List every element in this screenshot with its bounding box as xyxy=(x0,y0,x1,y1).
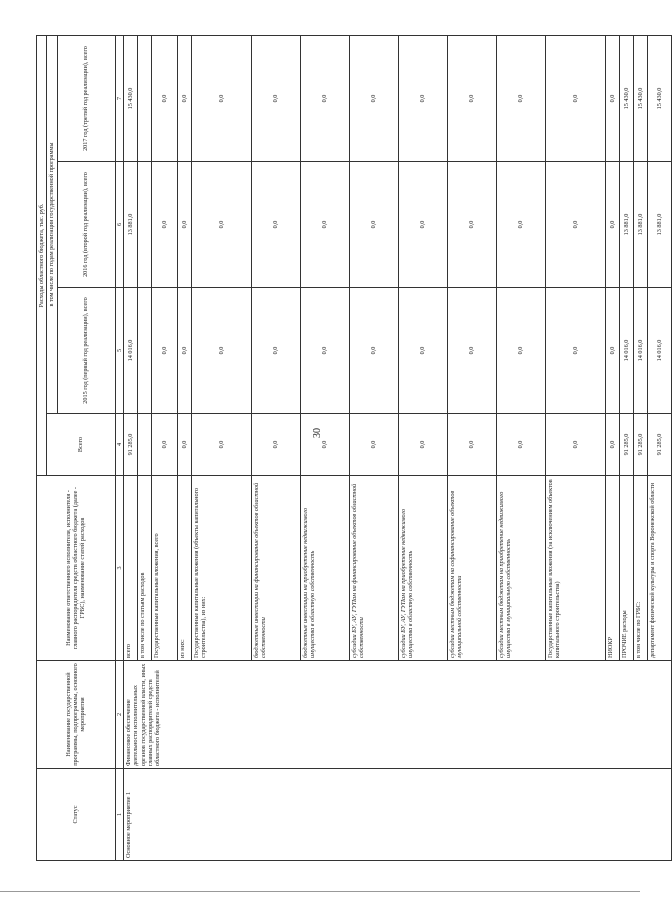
row-2015 xyxy=(137,288,151,414)
row-label: ПРОЧИЕ расходы xyxy=(619,476,633,661)
row-2016: 13 881,0 xyxy=(123,162,137,288)
row-total: 0,0 xyxy=(605,414,619,476)
row-2016: 0,0 xyxy=(251,162,300,288)
row-2016: 0,0 xyxy=(447,162,496,288)
row-2016 xyxy=(137,162,151,288)
col-index: 6 xyxy=(115,162,123,288)
header-row-1 xyxy=(37,36,47,861)
header-2016: 2016 год (второй год реализации), всего xyxy=(57,162,115,288)
col-index: 4 xyxy=(115,414,123,476)
row-2015: 0,0 xyxy=(251,288,300,414)
row-label: в том числе по статьям расходов xyxy=(137,476,151,661)
row-label: субсидии БУ, АУ, ГУПам на финансирование объектов областной собственности xyxy=(349,476,398,661)
row-2015: 0,0 xyxy=(191,288,251,414)
column-index-row xyxy=(115,36,123,861)
row-2015: 0,0 xyxy=(151,288,177,414)
row-label: Государственные капитальные вложения (за исключением объектов капитального строительства) xyxy=(545,476,605,661)
col-index: 3 xyxy=(115,476,123,661)
row-2017: 0,0 xyxy=(545,36,605,162)
row-total: 0,0 xyxy=(398,414,447,476)
header-status: Статус xyxy=(37,769,116,861)
budget-table xyxy=(36,35,672,861)
row-label: субсидии местным бюджетам на софинансирование объектов муниципальной собственности xyxy=(447,476,496,661)
header-total: Всего xyxy=(47,414,115,476)
header-2015: 2015 год (первый год реализации), всего xyxy=(57,288,115,414)
row-2017: 0,0 xyxy=(300,36,349,162)
row-2016: 0,0 xyxy=(300,162,349,288)
row-2016: 13 881,0 xyxy=(619,162,633,288)
row-2017: 0,0 xyxy=(251,36,300,162)
row-label: НИОКР xyxy=(605,476,619,661)
row-2017: 0,0 xyxy=(605,36,619,162)
row-label: бюджетные инвестиции на приобретение недвижимого имущества в областную собственность xyxy=(300,476,349,661)
row-2015: 14 016,0 xyxy=(633,288,647,414)
row-2016: 0,0 xyxy=(177,162,191,288)
header-2017: 2017 год (третий год реализации), всего xyxy=(57,36,115,162)
page-edge-line xyxy=(0,891,640,892)
row-label: бюджетные инвестиции на финансирование объектов областной собственности xyxy=(251,476,300,661)
row-2015: 0,0 xyxy=(349,288,398,414)
row-2017: 0,0 xyxy=(496,36,545,162)
row-label: в том числе по ГРБС: xyxy=(633,476,647,661)
row-label: всего xyxy=(123,476,137,661)
row-label: Государственные капитальные вложения (объекты капитального строительства), из них: xyxy=(191,476,251,661)
row-total: 91 285,0 xyxy=(633,414,647,476)
row-2016: 0,0 xyxy=(191,162,251,288)
col-index: 5 xyxy=(115,288,123,414)
row-2016: 0,0 xyxy=(349,162,398,288)
row-total: 0,0 xyxy=(349,414,398,476)
header-by-years: в том числе по годам реализации государственной программы xyxy=(47,36,57,414)
col-index: 7 xyxy=(115,36,123,162)
table-row xyxy=(123,36,137,861)
row-total: 0,0 xyxy=(191,414,251,476)
row-2017: 0,0 xyxy=(177,36,191,162)
row-2016: 0,0 xyxy=(398,162,447,288)
row-total: 91 285,0 xyxy=(123,414,137,476)
row-total: 0,0 xyxy=(545,414,605,476)
header-program-name: Наименование государственной программы, подпрограммы, основного мероприятия xyxy=(37,661,116,769)
row-2017: 0,0 xyxy=(398,36,447,162)
program-cell: Финансовое обеспечение деятельности исполнительных органов государственной власти, иных главных распорядителей средств областного бюджета - исполнителей xyxy=(123,661,671,769)
row-total: 0,0 xyxy=(177,414,191,476)
row-label: из них: xyxy=(177,476,191,661)
row-2017 xyxy=(137,36,151,162)
row-2017: 15 430,0 xyxy=(123,36,137,162)
row-2015: 0,0 xyxy=(300,288,349,414)
row-total: 0,0 xyxy=(251,414,300,476)
row-label: департамент физической культуры и спорта Воронежской области xyxy=(647,476,671,661)
row-2016: 0,0 xyxy=(496,162,545,288)
row-total: 91 285,0 xyxy=(619,414,633,476)
row-2015: 14 016,0 xyxy=(647,288,671,414)
row-2017: 0,0 xyxy=(151,36,177,162)
row-2016: 0,0 xyxy=(605,162,619,288)
row-label: субсидии БУ, АУ, ГУПам на приобретение недвижимого имущества в областную собственность xyxy=(398,476,447,661)
header-expenses: Расходы областного бюджета, тыс. руб. xyxy=(37,36,47,476)
row-2015: 0,0 xyxy=(605,288,619,414)
row-total: 0,0 xyxy=(496,414,545,476)
row-2017: 15 430,0 xyxy=(619,36,633,162)
row-total: 91 285,0 xyxy=(647,414,671,476)
row-2017: 0,0 xyxy=(349,36,398,162)
row-2017: 15 430,0 xyxy=(633,36,647,162)
col-index: 2 xyxy=(115,661,123,769)
budget-table-container xyxy=(36,36,663,861)
page-number: 30 xyxy=(312,428,323,438)
row-2015: 0,0 xyxy=(447,288,496,414)
row-total: 0,0 xyxy=(300,414,349,476)
row-label: субсидии местным бюджетам на приобретение недвижимого имущества в муниципальную собственность xyxy=(496,476,545,661)
row-total: 0,0 xyxy=(447,414,496,476)
row-2017: 15 430,0 xyxy=(647,36,671,162)
row-2016: 0,0 xyxy=(545,162,605,288)
row-2015: 0,0 xyxy=(177,288,191,414)
row-2015: 0,0 xyxy=(545,288,605,414)
row-label: Государственные капитальные вложения, всего xyxy=(151,476,177,661)
row-2015: 0,0 xyxy=(398,288,447,414)
row-2017: 0,0 xyxy=(447,36,496,162)
row-2015: 0,0 xyxy=(496,288,545,414)
row-2016: 13 881,0 xyxy=(647,162,671,288)
col-index: 1 xyxy=(115,769,123,861)
row-2015: 14 016,0 xyxy=(619,288,633,414)
row-2016: 0,0 xyxy=(151,162,177,288)
status-cell: Основное мероприятие 1 xyxy=(123,769,671,861)
row-2015: 14 016,0 xyxy=(123,288,137,414)
row-total xyxy=(137,414,151,476)
row-2016: 13 881,0 xyxy=(633,162,647,288)
row-2017: 0,0 xyxy=(191,36,251,162)
header-executor: Наименование ответственного исполнителя, исполнителя - главного распорядителя средств областного бюджета (далее - ГРБС), наименование статей расходов xyxy=(37,476,116,661)
row-total: 0,0 xyxy=(151,414,177,476)
